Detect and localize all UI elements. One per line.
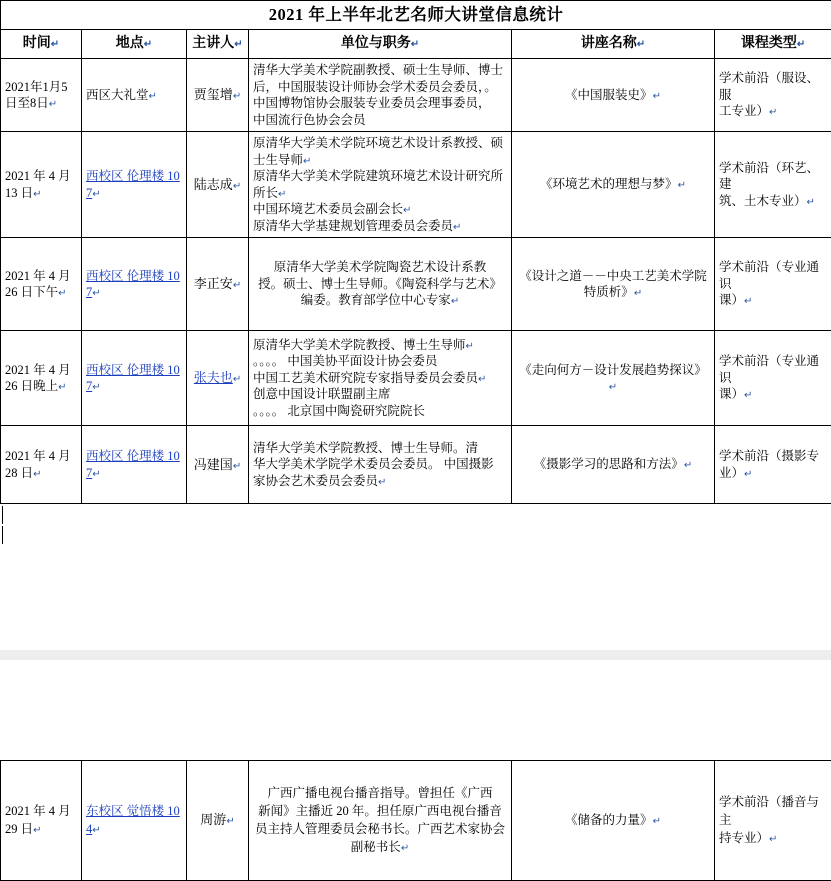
type-line: 工专业）↵ [719, 103, 827, 120]
pilcrow-icon: ↵ [378, 477, 386, 488]
table-row [1, 761, 831, 881]
cell-unit [249, 59, 512, 132]
next-page-top-margin [0, 660, 831, 760]
cell-type [715, 59, 831, 132]
stub-cell [2, 526, 15, 544]
pilcrow-icon: ↵ [653, 91, 661, 102]
cell-lecture: 《走向何方－设计发展趋势探议》↵ [512, 331, 715, 426]
pilcrow-icon: ↵ [744, 296, 752, 307]
pilcrow-icon: ↵ [403, 205, 411, 216]
stub-filler [17, 506, 829, 524]
cell-type [715, 238, 831, 331]
type-line: 课）↵ [719, 292, 827, 309]
pilcrow-icon: ↵ [744, 469, 752, 480]
column-header-lecture: 讲座名称↵ [512, 30, 715, 59]
cell-speaker: 李正安↵ [187, 238, 249, 331]
unit-line: 。。。。 中国美协平面设计协会委员 [253, 353, 507, 370]
pilcrow-icon: ↵ [58, 288, 66, 299]
type-line: 学术前沿（专业通识 [719, 259, 827, 292]
table-row [1, 331, 831, 426]
table-row [1, 238, 831, 331]
cell-unit [249, 426, 512, 504]
pilcrow-icon: ↵ [609, 382, 617, 393]
type-line: 业）↵ [719, 465, 827, 482]
pilcrow-icon: ↵ [226, 816, 234, 827]
unit-line: 原清华大学美术学院陶瓷艺术设计系教 [253, 259, 507, 276]
pilcrow-icon: ↵ [144, 39, 152, 50]
cell-time: 2021 年 4 月 29 日↵ [1, 761, 82, 881]
cell-time: 2021 年 4 月 13 日↵ [1, 132, 82, 238]
pilcrow-icon: ↵ [49, 99, 57, 110]
pilcrow-icon: ↵ [278, 189, 286, 200]
cell-speaker: 陆志成↵ [187, 132, 249, 238]
unit-line: 副秘书长↵ [253, 838, 507, 857]
cell-lecture: 《储备的力量》↵ [512, 761, 715, 881]
unit-line: 员主持人管理委员会秘书长。广西艺术家协会 [253, 820, 507, 838]
cell-lecture: 《设计之道－－中央工艺美术学院特质析》↵ [512, 238, 715, 331]
type-line: 学术前沿（环艺、建 [719, 160, 827, 193]
table-row [1, 132, 831, 238]
cell-speaker: 冯建国↵ [187, 426, 249, 504]
pilcrow-icon: ↵ [233, 181, 241, 192]
pilcrow-icon: ↵ [233, 461, 241, 472]
cell-unit [249, 132, 512, 238]
cell-time: 2021年1月5日至8日↵ [1, 59, 82, 132]
cell-time: 2021 年 4 月 26 日下午↵ [1, 238, 82, 331]
pilcrow-icon: ↵ [92, 189, 100, 200]
cell-speaker: 周游↵ [187, 761, 249, 881]
table-title-row [1, 1, 831, 30]
pilcrow-icon: ↵ [92, 382, 100, 393]
cell-type [715, 426, 831, 504]
unit-line: 清华大学美术学院副教授、硕士生导师、博士后，中国服装设计师协会学术委员会委员，。 [253, 62, 507, 95]
pilcrow-icon: ↵ [233, 91, 241, 102]
unit-line: 原清华大学基建规划管理委员会委员↵ [253, 218, 507, 235]
cell-speaker [187, 331, 249, 426]
table-continuation-stub [0, 504, 831, 546]
pilcrow-icon: ↵ [92, 825, 100, 836]
pilcrow-icon: ↵ [401, 843, 409, 854]
type-line: 学术前沿（摄影专 [719, 448, 827, 465]
stub-row [2, 526, 829, 544]
unit-line: 中国工艺美术研究院专家指导委员会委员↵ [253, 370, 507, 387]
lecture-statistics-table-continued [0, 760, 831, 881]
cell-lecture: 《中国服装史》↵ [512, 59, 715, 132]
cell-time: 2021 年 4 月 28 日↵ [1, 426, 82, 504]
type-line: 学术前沿（专业通识 [719, 353, 827, 386]
pilcrow-icon: ↵ [684, 460, 692, 471]
cell-unit [249, 238, 512, 331]
place-link[interactable]: 西校区 伦理楼 107 [86, 363, 180, 394]
stub-row [2, 506, 829, 524]
pilcrow-icon: ↵ [653, 816, 661, 827]
pilcrow-icon: ↵ [33, 469, 41, 480]
cell-unit [249, 331, 512, 426]
unit-line: 创意中国设计联盟副主席 [253, 386, 507, 403]
stub-filler [17, 526, 829, 544]
pilcrow-icon: ↵ [92, 469, 100, 480]
type-line: 学术前沿（服设、服 [719, 70, 827, 103]
type-line: 筑、土木专业）↵ [719, 193, 827, 210]
cell-place [82, 238, 187, 331]
page-title: 2021 年上半年北艺名师大讲堂信息统计 [1, 1, 831, 30]
pilcrow-icon: ↵ [233, 374, 241, 385]
cell-time: 2021 年 4 月 26 日晚上↵ [1, 331, 82, 426]
pilcrow-icon: ↵ [637, 39, 645, 50]
pilcrow-icon: ↵ [411, 39, 419, 50]
unit-line: 授。硕士、博士生导师。《陶瓷科学与艺术》 [253, 276, 507, 293]
pilcrow-icon: ↵ [451, 296, 459, 307]
type-line: 持专业）↵ [719, 829, 827, 848]
speaker-link[interactable]: 张夫也 [194, 370, 233, 385]
cell-lecture: 《摄影学习的思路和方法》↵ [512, 426, 715, 504]
column-header-speaker: 主讲人↵ [187, 30, 249, 59]
pilcrow-icon: ↵ [33, 825, 41, 836]
unit-line: 原清华大学美术学院建筑环境艺术设计研究所所长↵ [253, 168, 507, 201]
pilcrow-icon: ↵ [51, 39, 59, 50]
pilcrow-icon: ↵ [466, 341, 474, 352]
column-header-place: 地点↵ [82, 30, 187, 59]
type-line: 课）↵ [719, 386, 827, 403]
pilcrow-icon: ↵ [769, 834, 777, 845]
stub-cell [2, 506, 15, 524]
pilcrow-icon: ↵ [234, 39, 242, 50]
unit-line: 新闻》主播近 20 年。担任原广西电视台播音 [253, 802, 507, 820]
unit-line: 原清华大学美术学院环境艺术设计系教授、硕士生导师↵ [253, 135, 507, 168]
unit-line: 清华大学美术学院教授、博士生导师。清 [253, 440, 507, 457]
cell-place [82, 331, 187, 426]
unit-line: 原清华大学美术学院教授、博士生导师↵ [253, 337, 507, 354]
place-link[interactable]: 西校区 伦理楼 107 [86, 449, 180, 480]
pilcrow-icon: ↵ [634, 288, 642, 299]
column-header-unit: 单位与职务↵ [249, 30, 512, 59]
place-link[interactable]: 西校区 伦理楼 107 [86, 269, 180, 300]
cell-type [715, 132, 831, 238]
pilcrow-icon: ↵ [233, 280, 241, 291]
pilcrow-icon: ↵ [807, 197, 815, 208]
column-header-type: 课程类型↵ [715, 30, 831, 59]
column-header-time: 时间↵ [1, 30, 82, 59]
pilcrow-icon: ↵ [797, 39, 805, 50]
pilcrow-icon: ↵ [149, 91, 157, 102]
unit-line: 家协会艺术委员会委员↵ [253, 473, 507, 490]
cell-lecture: 《环境艺术的理想与梦》↵ [512, 132, 715, 238]
pilcrow-icon: ↵ [769, 107, 777, 118]
place-link[interactable]: 西校区 伦理楼 107 [86, 169, 180, 200]
cell-place [82, 761, 187, 881]
table-header-row [1, 30, 831, 59]
page-break-whitespace [0, 546, 831, 650]
unit-line: 编委。教育部学位中心专家↵ [253, 292, 507, 309]
unit-line: 中国流行色协会会员 [253, 112, 507, 129]
pilcrow-icon: ↵ [678, 180, 686, 191]
unit-line: 中国环境艺术委员会副会长↵ [253, 201, 507, 218]
unit-line: 华大学美术学院学术委员会委员。 中国摄影 [253, 456, 507, 473]
unit-line: 广西广播电视台播音指导。曾担任《广西 [253, 784, 507, 802]
pilcrow-icon: ↵ [478, 374, 486, 385]
cell-type [715, 761, 831, 881]
cell-unit [249, 761, 512, 881]
pilcrow-icon: ↵ [744, 390, 752, 401]
cell-place [82, 426, 187, 504]
page-separator-band [0, 650, 831, 660]
pilcrow-icon: ↵ [453, 222, 461, 233]
unit-line: 。。。。 北京国中陶瓷研究院院长 [253, 403, 507, 420]
pilcrow-icon: ↵ [303, 156, 311, 167]
pilcrow-icon: ↵ [92, 288, 100, 299]
table-row [1, 59, 831, 132]
cell-place: 西区大礼堂↵ [82, 59, 187, 132]
cell-type [715, 331, 831, 426]
type-line: 学术前沿（播音与主 [719, 793, 827, 829]
table-row [1, 426, 831, 504]
cell-speaker: 贾玺增↵ [187, 59, 249, 132]
cell-place [82, 132, 187, 238]
pilcrow-icon: ↵ [33, 189, 41, 200]
place-link[interactable]: 东校区 觉悟楼 104 [86, 804, 180, 836]
unit-line: 中国博物馆协会服装专业委员会理事委员， [253, 95, 507, 112]
pilcrow-icon: ↵ [58, 382, 66, 393]
